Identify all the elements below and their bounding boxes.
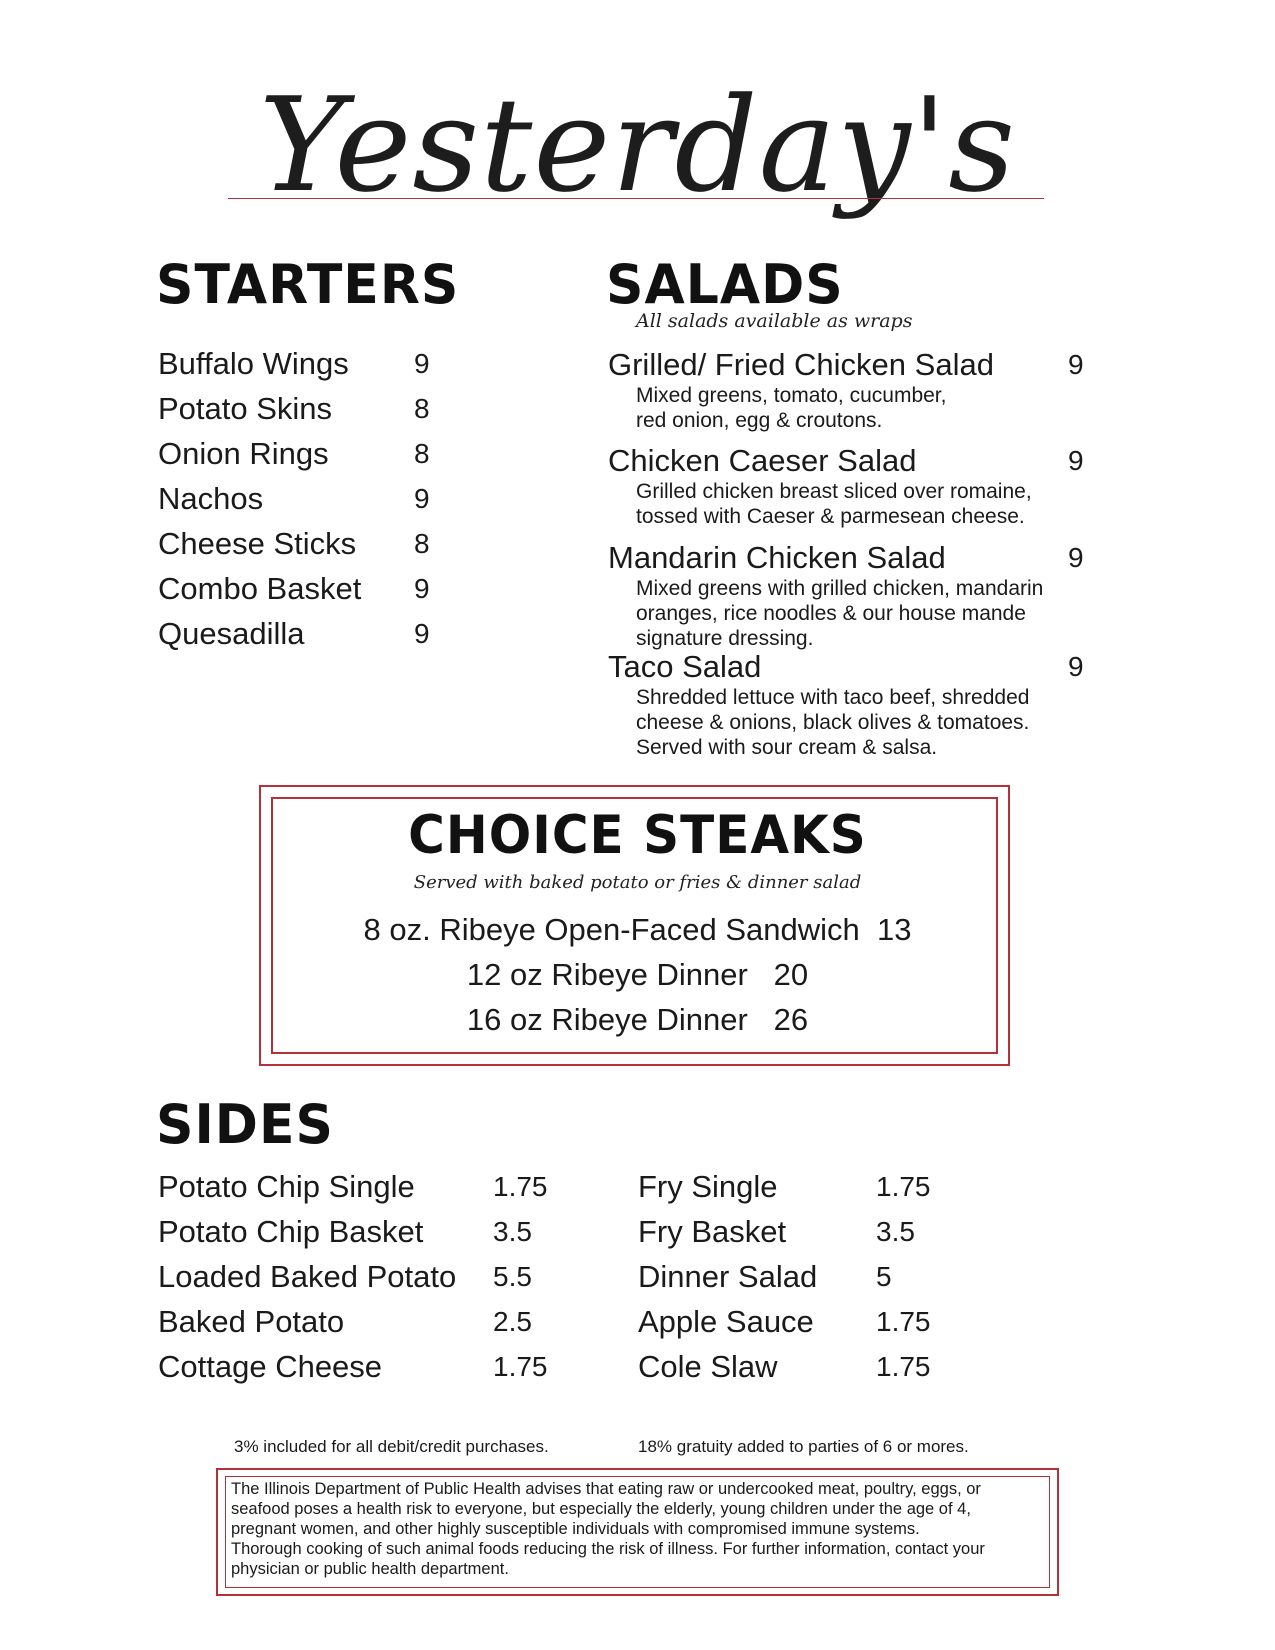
item-price: 5.5 [493,1261,532,1292]
salad-item [608,649,1088,760]
item-description-line: Shredded lettuce with taco beef, shredded [636,686,1030,709]
item-price: 9 [1068,349,1084,380]
list-item [638,1209,1058,1254]
warning-line: physician or public health department. [231,1560,509,1578]
item-name: Grilled/ Fried Chicken Salad [608,347,994,382]
item-price: 8 [414,438,430,469]
item-name: Buffalo Wings [158,346,349,381]
steaks-heading: CHOICE STEAKS [408,804,867,866]
salad-item [608,347,1088,433]
item-name: Chicken Caeser Salad [608,443,917,478]
item-price: 26 [773,1002,809,1037]
item-description-line: Served with sour cream & salsa. [636,736,938,759]
list-item [158,521,438,566]
item-name: Fry Basket [638,1214,787,1249]
health-warning-text [231,1479,1046,1579]
list-item [638,1299,1058,1344]
item-price: 9 [1068,542,1084,573]
item-name: Quesadilla [158,616,305,651]
item-price: 9 [1068,445,1084,476]
item-name: Potato Chip Basket [158,1214,424,1249]
salad-item [608,443,1088,529]
item-price: 9 [414,573,430,604]
list-item [638,1344,1058,1389]
item-description-line: tossed with Caeser & parmesean cheese. [636,505,1025,528]
warning-line: Thorough cooking of such animal foods reducing the risk of illness. For further information, contact your [231,1540,985,1558]
item-price: 13 [877,912,912,947]
steaks-subheading: Served with baked potato or fries & dinner salad [413,872,862,893]
item-price: 5 [876,1261,892,1292]
item-name: Apple Sauce [638,1304,814,1339]
item-name: Potato Chip Single [158,1169,415,1204]
list-item [158,1299,578,1344]
item-description-line: oranges, rice noodles & our house mande [636,602,1026,625]
item-description-line: Grilled chicken breast sliced over romaine, [636,480,1032,503]
warning-line: The Illinois Department of Public Health advises that eating raw or undercooked meat, poultry, eggs, or [231,1480,981,1498]
starters-heading: STARTERS [156,253,460,317]
warning-line: seafood poses a health risk to everyone, but especially the elderly, young children under the age of 4, [231,1500,971,1518]
sides-right-column [638,1164,1058,1389]
item-name: Taco Salad [608,649,762,684]
salads-heading: SALADS [606,253,844,317]
item-description-line: signature dressing. [636,627,814,650]
item-name: 12 oz Ribeye Dinner [466,957,748,992]
title-underline [228,198,1044,199]
item-price: 8 [414,393,430,424]
item-name: 16 oz Ribeye Dinner [466,1002,748,1037]
item-name: Combo Basket [158,571,362,606]
item-price: 1.75 [876,1306,931,1337]
item-price: 3.5 [876,1216,915,1247]
salads-subheading: All salads available as wraps [636,310,913,332]
list-item [158,566,438,611]
item-price: 1.75 [493,1171,548,1202]
item-name: Mandarin Chicken Salad [608,540,946,575]
item-price: 9 [414,348,430,379]
list-item [158,1209,578,1254]
item-description-line: red onion, egg & croutons. [636,409,883,432]
item-description-line: Mixed greens, tomato, cucumber, [636,384,947,407]
list-item [158,1344,578,1389]
list-item [158,611,438,656]
item-name: Dinner Salad [638,1259,818,1294]
item-name: Cheese Sticks [158,526,357,561]
item-name: Potato Skins [158,391,333,426]
item-price: 20 [773,957,809,992]
item-price: 2.5 [493,1306,532,1337]
list-item [158,1254,578,1299]
item-description-line: cheese & onions, black olives & tomatoes. [636,711,1030,734]
list-item [158,1164,578,1209]
list-item [158,431,438,476]
list-item [158,476,438,521]
item-price: 9 [1068,651,1084,682]
starters-list [158,341,438,656]
sides-heading: SIDES [156,1093,334,1157]
item-name: Nachos [158,481,264,516]
item-name: Baked Potato [158,1304,345,1339]
list-item [158,386,438,431]
item-description-line: Mixed greens with grilled chicken, mandarin [636,577,1044,600]
item-price: 1.75 [493,1351,548,1382]
steak-row [0,907,1275,952]
item-name: Cottage Cheese [158,1349,383,1384]
steak-row [0,952,1275,997]
item-price: 8 [414,528,430,559]
item-name: Loaded Baked Potato [158,1259,457,1294]
salad-item [608,540,1088,651]
item-name: Onion Rings [158,436,329,471]
list-item [638,1164,1058,1209]
sides-left-column [158,1164,578,1389]
list-item [158,341,438,386]
gratuity-note: 18% gratuity added to parties of 6 or mores. [638,1437,969,1456]
item-price: 1.75 [876,1351,931,1382]
warning-line: pregnant women, and other highly susceptible individuals with compromised immune systems. [231,1520,920,1538]
steak-row [0,997,1275,1042]
item-name: 8 oz. Ribeye Open-Faced Sandwich [363,912,860,947]
item-price: 1.75 [876,1171,931,1202]
list-item [638,1254,1058,1299]
item-price: 9 [414,618,430,649]
restaurant-title: Yesterday's [258,69,1017,221]
item-price: 3.5 [493,1216,532,1247]
item-price: 9 [414,483,430,514]
item-name: Cole Slaw [638,1349,778,1384]
card-fee-note: 3% included for all debit/credit purchases. [234,1437,549,1456]
item-name: Fry Single [638,1169,778,1204]
